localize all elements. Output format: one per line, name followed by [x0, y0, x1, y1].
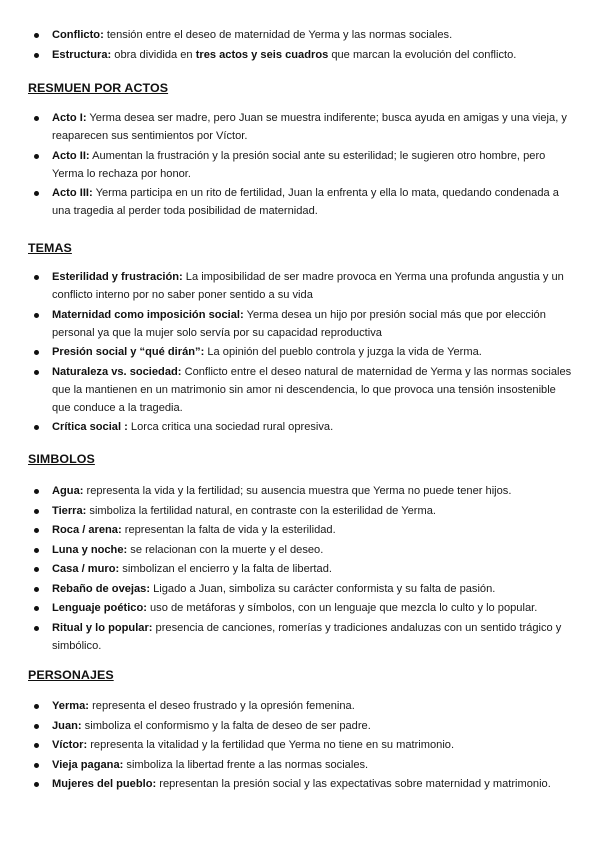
personajes-list [0, 697, 600, 795]
item-text: simboliza la fertilidad natural, en contraste con la esterilidad de Yerma. [86, 504, 436, 517]
item-text: Lorca critica una sociedad rural opresiva. [127, 421, 334, 433]
bullet-icon [34, 782, 39, 787]
item-term: Rebaño de ovejas: [52, 582, 151, 595]
item-term: Crítica social : [52, 421, 128, 433]
bullet-icon [34, 489, 39, 494]
item-term: Agua: [52, 485, 84, 497]
list-item [0, 521, 600, 539]
bullet-icon [34, 704, 39, 709]
item-text: presencia de canciones, romerías y tradiciones andaluzas con un sentido trágico y simbólico. [52, 621, 562, 652]
list-item [0, 736, 600, 754]
item-text: Ligado a Juan, simboliza su carácter conformista y su falta de pasión. [150, 582, 496, 595]
bullet-icon [34, 350, 39, 355]
item-text: que marcan la evolución del conflicto. [328, 48, 517, 61]
list-item [0, 268, 600, 304]
item-term: Juan: [52, 719, 82, 732]
section-title-resumen: RESMUEN POR ACTOS [28, 81, 169, 95]
item-term: Casa / muro: [52, 563, 120, 575]
item-text: representa la vida y la fertilidad; su ausencia muestra que Yerma no puede tener hijos. [83, 485, 512, 497]
item-text: obra dividida en [111, 48, 196, 61]
item-text: tensión entre el deseo de maternidad de Yerma y las normas sociales. [103, 29, 453, 41]
list-item [0, 343, 600, 361]
simbolos-list [0, 482, 600, 656]
item-term: Víctor: [52, 739, 88, 751]
list-item [0, 541, 600, 559]
bullet-icon [34, 53, 39, 58]
list-item [0, 26, 600, 44]
item-term: Acto I: [52, 112, 87, 124]
item-text: simbolizan el encierro y la falta de libertad. [119, 563, 332, 575]
bullet-icon [34, 528, 39, 533]
list-item [0, 697, 600, 715]
list-item [0, 147, 600, 183]
item-term: Roca / arena: [52, 524, 122, 536]
bullet-icon [34, 606, 39, 611]
bullet-icon [34, 743, 39, 748]
item-term: Tierra: [52, 504, 87, 517]
list-item [0, 306, 600, 342]
item-text: Aumentan la frustración y la presión social ante su esterilidad; le sugieren otro hombre, pero Yerma lo rechaza por honor. [52, 149, 546, 180]
list-item [0, 482, 600, 500]
list-item [0, 560, 600, 578]
list-item [0, 184, 600, 220]
item-text: Yerma desea ser madre, pero Juan se muestra indiferente; busca ayuda en amigas y una vieja, y reaparecen sus sentimientos por Víctor. [52, 112, 567, 142]
item-emphasis: tres actos y seis cuadros [195, 48, 329, 61]
bullet-icon [34, 548, 39, 553]
list-item [0, 599, 600, 617]
bullet-icon [34, 154, 39, 159]
item-term: Ritual y lo popular: [52, 621, 153, 634]
section-title-personajes: PERSONAJES [28, 668, 114, 682]
temas-list [0, 268, 600, 438]
bullet-icon [34, 33, 39, 38]
section-title-temas: TEMAS [28, 241, 72, 255]
bullet-icon [34, 370, 39, 375]
item-text: representa la vitalidad y la fertilidad que Yerma no tiene en su matrimonio. [87, 739, 455, 751]
item-text: se relacionan con la muerte y el deseo. [127, 543, 324, 556]
intro-list [0, 26, 600, 65]
list-item [0, 109, 600, 145]
list-item [0, 775, 600, 793]
item-text: Conflicto entre el deseo natural de maternidad de Yerma y las normas sociales que la mantienen en un matrimonio sin amor ni descendencia, lo que provoca una tensión insostenible que conduce a la tragedia. [52, 365, 572, 414]
resumen-list [0, 109, 600, 222]
bullet-icon [34, 275, 39, 280]
item-text: simboliza la libertad frente a las normas sociales. [123, 758, 369, 771]
item-text: Yerma participa en un rito de fertilidad, Juan la enfrenta y ella lo mata, quedando condenada a una tragedia al perder toda posibilidad de maternidad. [52, 187, 559, 217]
item-text: La opinión del pueblo controla y juzga la vida de Yerma. [204, 346, 482, 358]
item-term: Conflicto: [52, 29, 104, 41]
list-item [0, 580, 600, 598]
item-text: representan la presión social y las expectativas sobre maternidad y matrimonio. [156, 778, 551, 790]
item-term: Naturaleza vs. sociedad: [52, 365, 182, 378]
item-text: representan la falta de vida y la esterilidad. [121, 524, 336, 536]
bullet-icon [34, 509, 39, 514]
item-term: Yerma: [52, 700, 90, 712]
item-text: uso de metáforas y símbolos, con un lenguaje que mezcla lo culto y lo popular. [146, 602, 538, 614]
bullet-icon [34, 567, 39, 572]
item-term: Acto II: [52, 149, 90, 162]
item-term: Mujeres del pueblo: [52, 778, 157, 790]
item-text: Yerma desea un hijo por presión social más que por elección personal ya que la mujer solo servía por su capacidad reproductiva [52, 308, 546, 339]
item-text: La imposibilidad de ser madre provoca en Yerma una profunda angustia y un conflicto interno por no saber poner sentido a su vida [52, 271, 564, 301]
list-item [0, 363, 600, 417]
bullet-icon [34, 116, 39, 121]
item-term: Esterilidad y frustración: [52, 271, 183, 283]
list-item [0, 756, 600, 774]
item-term: Maternidad como imposición social: [52, 308, 244, 321]
list-item [0, 502, 600, 520]
bullet-icon [34, 724, 39, 729]
list-item [0, 619, 600, 655]
list-item [0, 418, 600, 436]
item-text: representa el deseo frustrado y la opresión femenina. [89, 700, 355, 712]
bullet-icon [34, 587, 39, 592]
list-item [0, 46, 600, 64]
bullet-icon [34, 191, 39, 196]
item-term: Presión social y “qué dirán”: [52, 346, 205, 358]
list-item [0, 717, 600, 735]
item-term: Luna y noche: [52, 543, 128, 556]
item-term: Vieja pagana: [52, 758, 124, 771]
item-text: simboliza el conformismo y la falta de deseo de ser padre. [81, 719, 371, 732]
bullet-icon [34, 313, 39, 318]
bullet-icon [34, 763, 39, 768]
item-term: Acto III: [52, 187, 93, 199]
section-title-simbolos: SIMBOLOS [28, 452, 95, 466]
bullet-icon [34, 626, 39, 631]
item-term: Estructura: [52, 48, 112, 61]
bullet-icon [34, 425, 39, 430]
item-term: Lenguaje poético: [52, 602, 147, 614]
